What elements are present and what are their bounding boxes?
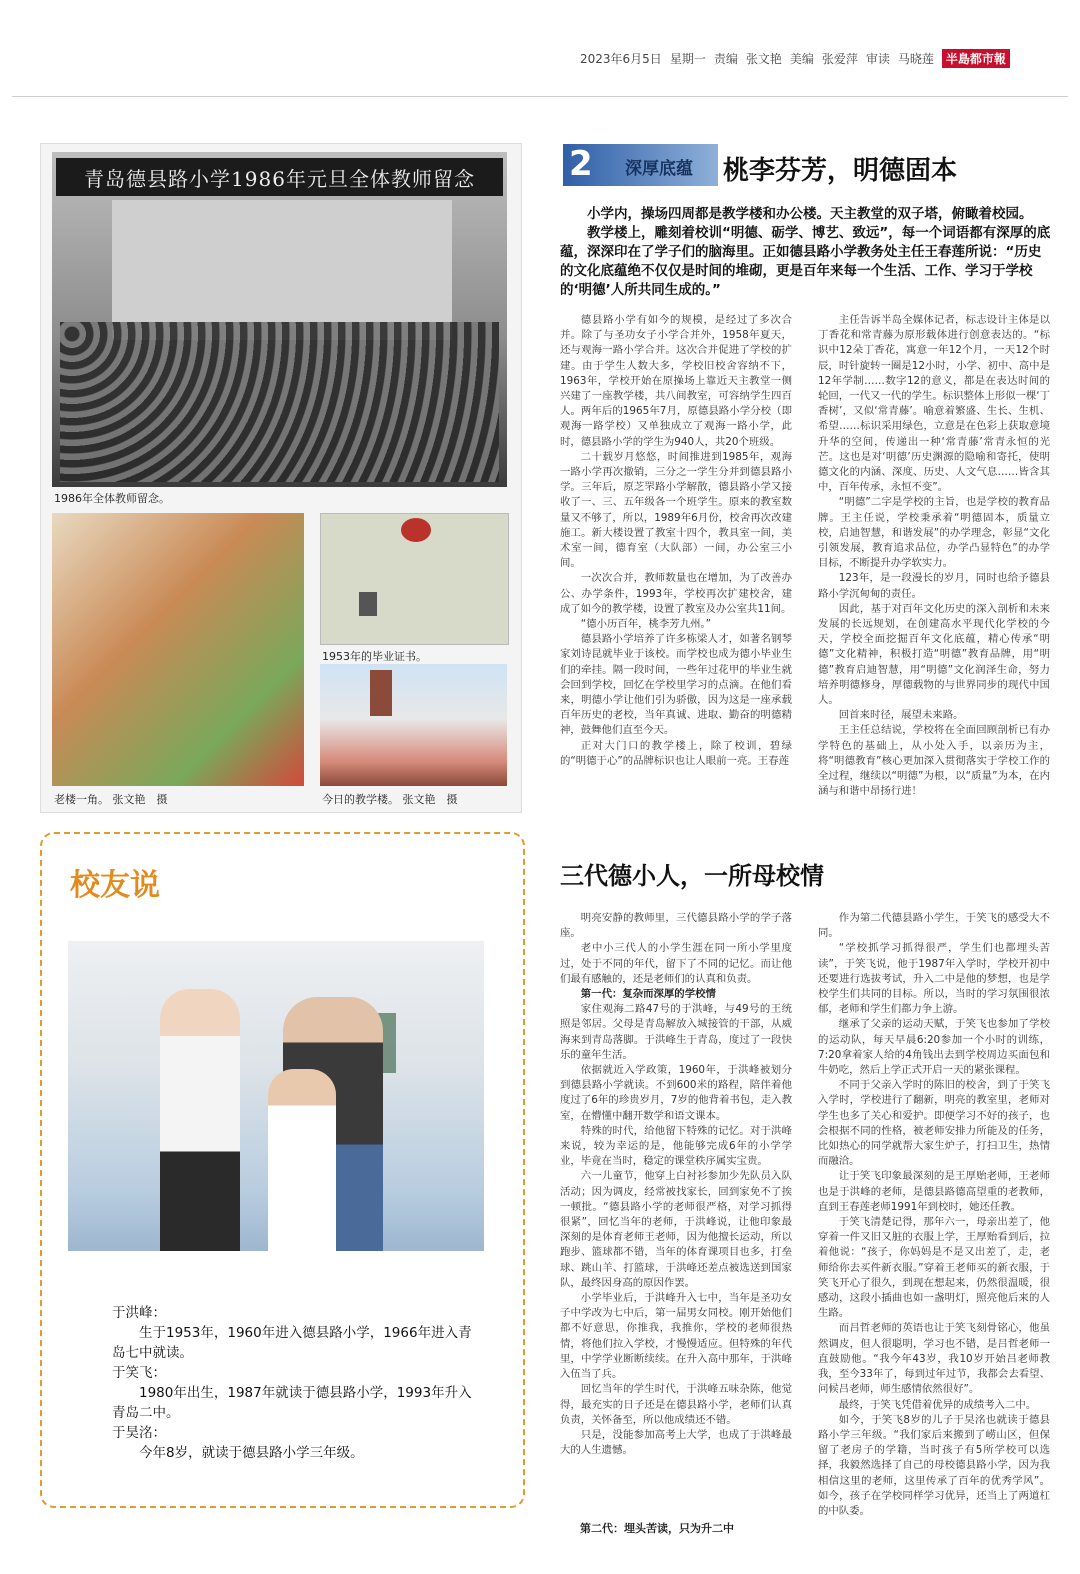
person-yu-xiaofei xyxy=(160,989,240,1251)
section-number: 2 xyxy=(569,144,593,184)
photo-teachers xyxy=(60,322,499,482)
paragraph: 123年，是一段漫长的岁月，同时也给予德县路小学沉甸甸的责任。 xyxy=(818,572,1050,600)
certificate-portrait xyxy=(359,592,377,616)
paragraph: 让于笑飞印象最深刻的是王厚贻老师，王老师也是于洪峰的老师，是德县路德高望重的老教师，直到王春莲老师1991年到校时，她还任教。 xyxy=(818,1170,1050,1213)
paragraph: 小学毕业后，于洪峰升入七中，当年是圣功女子中学改为七中后，第一届男女同校。刚开始他们都不好意思，你推我，我推你，学校的老师很热情，将他们拉入学校，才慢慢适应。但特殊的年代里，中学学业断断续续。在升入高中那年，于洪峰入伍当了兵。 xyxy=(560,1292,792,1381)
section-number-badge xyxy=(563,144,718,186)
paragraph: 回忆当年的学生时代，于洪峰五味杂陈，他觉得，最充实的日子还是在德县路小学，老师们认真负责，关怀备至，所以他成绩还不错。 xyxy=(560,1383,792,1426)
paragraph: 如今，于笑飞8岁的儿子于昊洺也就读于德县路小学三年级。“我们家后来搬到了崂山区，但保留了老房子的学籍，当时孩子有5所学校可以选择，我毅然选择了自己的母校德县路小学，因为我相信这里的老师，这里传承了百年的优秀学风”。如今，孩子在学校同样学习优异，还当上了两道杠的中队委。 xyxy=(818,1413,1050,1517)
alumni-bio: 今年8岁，就读于德县路小学三年级。 xyxy=(139,1445,364,1461)
paragraph: 正对大门口的教学楼上，除了校训，碧绿的“明德于心”的品牌标识也让人眼前一亮。王春莲 xyxy=(560,739,792,767)
lead-paragraph: 教学楼上，雕刻着校训“明德、砺学、博艺、致远”，每一个词语都有深厚的底蕴，深深印在了学子们的脑海里。正如德县路小学教务处主任王春莲所说：“历史的文化底蕴绝不仅仅是时间的堆砌，更是百年来每一个生活、工作、学习于学校的‘明德’人所共同生成的。” xyxy=(560,225,1051,298)
paragraph: 明亮安静的教师里，三代德县路小学的学子落座。 xyxy=(560,912,792,940)
person-yu-haoming xyxy=(268,1069,336,1251)
header-date: 2023年6月5日 xyxy=(580,51,662,66)
paragraph: “德小历百年，桃李芳九州。” xyxy=(580,618,712,631)
header-weekday: 星期一 xyxy=(669,51,706,66)
article-column-1 xyxy=(560,313,792,769)
paragraph: 老中小三代人的小学生涯在同一所小学里度过，处于不同的年代，留下了不同的记忆。而让他们最有感触的，还是老师们的认真和负责。 xyxy=(560,942,792,985)
paragraph: 于笑飞清楚记得，那年六一，母亲出差了，他穿着一件又旧又脏的衣服上学，王厚贻看到后，拉着他说：“孩子，你妈妈是不是又出差了，走，老师给你去买件新衣服。”穿着王老师买的新衣服，于笑飞开心了很久，到现在想起来，仍然很温暖，很感动，这段小插曲也如一盏明灯，照亮他后来的人生路。 xyxy=(818,1216,1050,1320)
header-designer: 张爱萍 xyxy=(821,51,858,66)
header-editor-label: 责编 xyxy=(713,51,738,66)
header-editor: 张文艳 xyxy=(745,51,782,66)
group-photo-1986 xyxy=(52,152,507,487)
article-title-2: 三代德小人，一所母校情 xyxy=(560,862,824,890)
paragraph: 主任告诉半岛全媒体记者，标志设计主体是以丁香花和常青藤为原形载体进行创意表达的。“标识中12朵丁香花，寓意一年12个月，一天12个时辰，时针旋转一圈是12小时，小学、初中、高中是12年学制……数字12的意义，都是在表达时间的轮回，一代又一代的学生。标识整体上形似一棵‘丁香树’，又似‘常青藤’。喻意着繁盛、生长、生机、希望……标识采用绿色，立意是在色彩上获取意境升华的空间，传递出一种‘常青藤’常青永恒的光芒。这也是对‘明德’历史渊源的隐喻和寄托，使明德文化的内涵、深度、历史、人文气息……皆含其中，百年传承，永恒不变”。 xyxy=(818,314,1050,494)
photo-building xyxy=(112,200,452,340)
lead-paragraph: 小学内，操场四周都是教学楼和办公楼。天主教堂的双子塔，俯瞰着校园。 xyxy=(587,206,1033,222)
caption-group-photo: 1986年全体教师留念。 xyxy=(54,492,170,505)
paragraph: 最终，于笑飞凭借着优异的成绩考入二中。 xyxy=(838,1398,1037,1411)
paragraph: 作为第二代德县路小学生，于笑飞的感受大不同。 xyxy=(818,912,1050,940)
paragraph: 家住观海二路47号的于洪峰，与49号的王统照是邻居。父母是青岛解放入城接管的干部，从威海来到青岛落脚。于洪峰生于青岛，度过了一段快乐的童年生活。 xyxy=(560,1003,792,1061)
article-column-2 xyxy=(818,313,1050,800)
alumni-photo xyxy=(68,941,484,1251)
church-tower xyxy=(370,670,392,716)
article-column-4 xyxy=(818,911,1050,1519)
paragraph: 德县路小学有如今的规模，是经过了多次合并。除了与圣功女子小学合并外，1958年夏天，还与观海一路小学合并。这次合并促进了学校的扩建。由于学生人数大多，学校旧校舍容纳不下，1963年，学校开始在原操场上靠近天主教堂一侧兴建了一座教学楼，共八间教室，可容纳学生四百人。两年后的1965年7月，原德县路小学分校（即观海一路学校）又单独成立了观海一路小学，此时，德县路小学的学生为940人，共20个班级。 xyxy=(560,314,792,448)
paragraph: “学校抓学习抓得很严，学生们也都埋头苦读”，于笑飞说，他于1987年入学时，学校开初中还要进行选拔考试，升入二中是他的梦想，也是学校学生们共同的目标。所以，当时的学习氛围很浓郁，老师和学生们都力争上游。 xyxy=(818,942,1050,1016)
paragraph: 不同于父亲入学时的陈旧的校舍，到了于笑飞入学时，学校进行了翻新，明亮的教室里，老师对学生也多了关心和爱护。即便学习不好的孩子，也会根据不同的性格，被老师安排力所能及的任务，比如热心的同学就帮大家生炉子，打扫卫生，热情而融洽。 xyxy=(818,1079,1050,1168)
photo-banner: 青岛德县路小学1986年元旦全体教师留念 xyxy=(56,158,503,196)
caption-today-building: 今日的教学楼。 张文艳 摄 xyxy=(322,793,458,806)
header-rule xyxy=(12,96,1068,97)
header-proof: 马晓莲 xyxy=(897,51,934,66)
paragraph: 王主任总结说，学校将在全面回顾剖析已有办学特色的基础上，从小处入手，以亲历为主，将“明德教育”核心更加深入贯彻落实于学校工作的全过程，继续以“明德”为根，以“质量”为本，在内涵与和谐中昂扬行进！ xyxy=(818,724,1050,798)
paragraph: 特殊的时代，给他留下特殊的记忆。对于洪峰来说，较为幸运的是，他能够完成6年的小学学业，毕竟在当时，稳定的课堂秩序属实宝贵。 xyxy=(560,1124,792,1168)
paragraph: 回首来时径，展望未来路。 xyxy=(838,709,964,722)
article-title: 桃李芬芳，明德固本 xyxy=(723,156,958,186)
alumni-bios xyxy=(112,1303,472,1463)
alumni-bio: 生于1953年，1960年进入德县路小学，1966年进入青岛七中就读。 xyxy=(112,1325,472,1361)
paragraph: 德县路小学培养了许多栋梁人才，如著名钢琴家刘诗昆就毕业于该校。而学校也成为德小毕业生们的牵挂。隔一段时间，一些年过花甲的毕业生就会回到学校，回忆在学校里学习的点滴。在他们看来，明德小学让他们引为骄傲，因为这是一座承载百年历史的老校，当年真诚、进取、勤奋的明德精神，鼓舞他们直至今天。 xyxy=(560,633,792,737)
certificate-photo xyxy=(320,513,509,645)
paper-logo: 半島都市報 xyxy=(942,49,1010,68)
section-kicker: 深厚底蕴 xyxy=(625,159,693,179)
page-header xyxy=(580,48,1050,68)
old-building-photo xyxy=(52,513,304,786)
paragraph: 因此，基于对百年文化历史的深入剖析和未来发展的长远规划，在创建高水平现代化学校的今天，学校全面挖掘百年文化底蕴，精心传承“明德”文化精神，积极打造“明德”教育品牌，用“明德”教育启迪智慧，用“明德”文化润泽生命，努力培养明德修身，厚德载物的与世界同步的现代中国人。 xyxy=(818,602,1050,707)
alumni-name: 于昊洺： xyxy=(112,1425,166,1441)
paragraph: 依据就近入学政策，1960年，于洪峰被划分到德县路小学就读。不到600米的路程，陪伴着他度过了6年的珍贵岁月，7岁的他背着书包，走入教室，在懵懂中翻开数学和语文课本。 xyxy=(560,1064,792,1122)
alumni-name: 于洪峰： xyxy=(112,1305,166,1321)
alumni-bio: 1980年出生，1987年就读于德县路小学，1993年升入青岛二中。 xyxy=(112,1385,472,1421)
paragraph: 二十载岁月悠悠，时间推进到1985年，观海一路小学再次撤销，三分之一学生分并到德县路小学。三年后，原芝罘路小学解散，德县路小学又接收了一、三、五年级各一个班学生。原来的教室数量又不够了，所以，1989年6月份，校舍再次改建施工。新大楼设置了教室十四个，教具室一间，美术室一间，德育室（大队部）一间，办公室三小间。 xyxy=(560,450,792,570)
subheading-second-generation: 第二代：埋头苦读，只为升二中 xyxy=(580,1522,734,1535)
certificate-seal xyxy=(401,518,431,542)
caption-old-building: 老楼一角。 张文艳 摄 xyxy=(54,793,168,806)
paragraph: 一次次合并，教师数量也在增加，为了改善办公、办学条件，1993年，学校再次扩建校舍，建成了如今的教学楼，设置了教室及办公室共11间。 xyxy=(560,572,792,615)
alumni-section-title: 校友说 xyxy=(70,868,160,903)
paragraph: “明德”二字是学校的主旨，也是学校的教育品牌。王主任说，学校秉承着“明德固本，质量立校，启迪智慧，和谐发展”的办学理念，彰显“文化引领发展，教育追求品位，办学凸显特色”的办学目标，不断提升办学软实力。 xyxy=(818,496,1050,570)
paragraph: 六一儿童节，他穿上白衬衫参加少先队员入队活动；因为调皮，经常被找家长，回到家免不了挨一顿批。“德县路小学的老师很严格，对学习抓得很紧”，回忆当年的老师，于洪峰说，让他印象最深刻的是体育老师王老师，因为他擅长运动，所以跑步、篮球都不错，当年的体育课项目也多，打垒球、跳山羊、打篮球，于洪峰还差点被选送到国家队，最终因身高的原因作罢。 xyxy=(560,1170,792,1289)
alumni-name: 于笑飞： xyxy=(112,1365,166,1381)
caption-certificate: 1953年的毕业证书。 xyxy=(322,650,427,663)
subheading: 第一代：复杂而深厚的学校情 xyxy=(580,988,716,1001)
header-designer-label: 美编 xyxy=(789,51,814,66)
today-building-photo xyxy=(320,664,507,786)
paragraph: 只是，没能参加高考上大学，也成了于洪峰最大的人生遗憾。 xyxy=(560,1428,792,1457)
article-column-3 xyxy=(560,911,792,1458)
header-proof-label: 审读 xyxy=(865,51,890,66)
paragraph: 而吕哲老师的英语也让于笑飞刻骨铭心，他虽然调皮，但人很聪明，学习也不错，是吕哲老师一直鼓励他。“我今年43岁，我10岁开始吕老师教我，至今33年了，每到过年过节，我都会去看望、问候吕老师，师生感情依然很好”。 xyxy=(818,1322,1050,1396)
paragraph: 继承了父亲的运动天赋，于笑飞也参加了学校的运动队，每天早晨6:20参加一个小时的训练，7:20拿着家人给的4角钱出去到学校周边买面包和牛奶吃，然后上学正式开启一天的紧张课程。 xyxy=(818,1018,1050,1077)
article-lead xyxy=(560,205,1052,300)
